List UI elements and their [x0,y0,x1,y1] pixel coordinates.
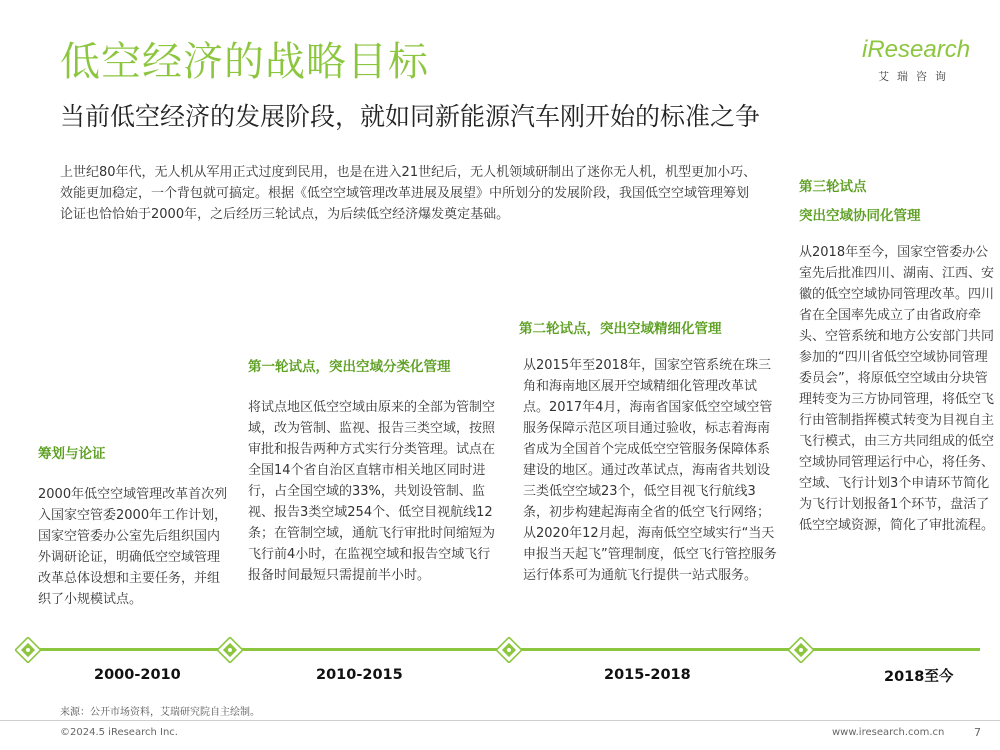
website-link[interactable]: www.iresearch.com.cn [832,727,945,738]
footer-divider [0,720,1000,721]
timeline-marker-icon [496,637,522,663]
page-title: 低空经济的战略目标 [60,39,429,85]
stage-2-title: 第一轮试点，突出空域分类化管理 [248,359,451,375]
timeline-marker-icon [788,637,814,663]
stage-2-body: 将试点地区低空空域由原来的全部为管制空域，改为管制、监视、报告三类空域，按照审批和报告两种方式实行分类管理。试点在全国14个省自治区直辖市相关地区同时进行，占全国空域的33%，共划设管制、监视、报告3类空域254个、低空目视航线12条；在管制空域，通航飞行审批时间缩短为飞行前4小时，在监视空域和报告空域飞行报备时间最短只需提前半小时。 [248,400,496,583]
page-subtitle: 当前低空经济的发展阶段，就如同新能源汽车刚开始的标准之争 [60,102,761,131]
page-number: 7 [974,726,981,739]
intro-paragraph: 上世纪80年代，无人机从军用正式过度到民用，也是在进入21世纪后，无人机领域研制出了迷你无人机，机型更加小巧、效能更加稳定，一个背包就可搞定。根据《低空空域管理改革进展及展望》中所划分的发展阶段，我国低空空域管理筹划论证也恰恰始于2000年，之后经历三轮试点，为后续低空经济爆发奠定基础。 [60,165,757,222]
stage-3-body: 从2015年至2018年，国家空管系统在珠三角和海南地区展开空域精细化管理改革试点。2017年4月，海南省国家低空空域空管服务保障示范区项目通过验收，标志着海南省成为全国首个完成低空空管服务保障体系建设的地区。通过改革试点，海南省共划设三类低空空域23个，低空目视飞行航线3条，初步构建起海南全省的低空飞行网络；从2020年12月起，海南低空空域实行“当天申报当天起飞”管理制度，低空飞行管控服务运行体系可为通航飞行提供一站式服务。 [523,358,777,583]
timeline-year-3: 2015-2018 [604,667,691,683]
iresearch-logo [862,38,972,88]
stage-4-title-line2: 突出空域协同化管理 [799,208,921,224]
logo-subtext: 艾瑞咨询 [878,70,954,83]
stage-1-title: 筹划与论证 [38,446,106,462]
stage-4-title-line1: 第三轮试点 [799,179,867,195]
copyright: ©2024.5 iResearch Inc. [60,727,178,738]
stage-4-body: 从2018年至今，国家空管委办公室先后批准四川、湖南、江西、安徽的低空空域协同管理改革。四川省在全国率先成立了由省政府牵头、空管系统和地方公安部门共同参加的“四川省低空空域协同管理委员会”，将原低空空域由分块管理转变为三方协同管理，将低空飞行由管制指挥模式转变为目视自主飞行模式，由三方共同组成的低空空域协同管理运行中心，将任务、空域、飞行计划3个申请环节简化为飞行计划报备1个环节，盘活了低空空域资源，简化了审批流程。 [799,245,995,533]
timeline-year-1: 2000-2010 [94,667,181,683]
stage-1-body: 2000年低空空域管理改革首次列入国家空管委2000年工作计划，国家空管委办公室先后组织国内外调研论证，明确低空空域管理改革总体设想和主要任务，并组织了小规模试点。 [38,487,228,607]
source-note: 来源：公开市场资料，艾瑞研究院自主绘制。 [60,707,260,718]
timeline-year-2: 2010-2015 [316,667,403,683]
logo-text: iResearch [862,36,971,63]
timeline-marker-icon [217,637,243,663]
timeline-marker-icon [15,637,41,663]
stage-3-title: 第二轮试点，突出空域精细化管理 [519,321,722,337]
timeline-year-4: 2018至今 [884,669,954,685]
